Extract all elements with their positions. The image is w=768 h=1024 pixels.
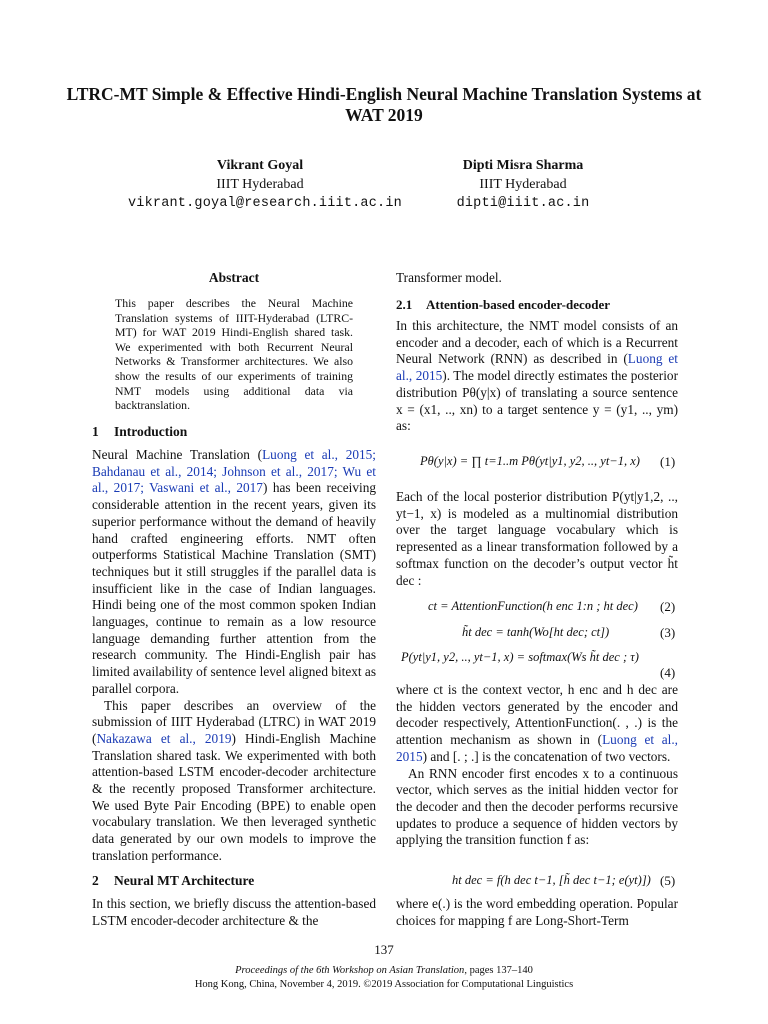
text-run: Neural Machine Translation ( xyxy=(92,447,263,462)
proceedings-pages: , pages 137–140 xyxy=(464,965,533,976)
section-title: Introduction xyxy=(114,424,188,439)
intro-paragraph-2 xyxy=(92,698,376,865)
abstract-heading: Abstract xyxy=(208,270,260,285)
equation-2: ct = AttentionFunction(h enc 1:n ; ht dec) xyxy=(428,599,638,613)
text-run: This paper describes an overview of the submission of IIIT Hyderabad (LTRC) in WAT 2019 ( xyxy=(92,697,376,746)
proceedings-name: Proceedings of the 6th Workshop on Asian Translation xyxy=(235,965,465,976)
author-affiliation: IIIT Hyderabad xyxy=(479,177,567,192)
section-number: 1 xyxy=(92,424,99,439)
footer-venue: Hong Kong, China, November 4, 2019. ©2019 Association for Computational Linguistics xyxy=(194,979,574,990)
intro-body xyxy=(92,447,376,865)
equation-number: (3) xyxy=(660,625,676,640)
text-run: where ct is the context vector, h enc and h dec are the hidden vectors generated by the encoder and decoder respectively, AttentionFunction(. , .) is the attention mechanism as shown in ( xyxy=(396,682,678,748)
attn-paragraph-3 xyxy=(396,682,678,849)
section-number: 2.1 xyxy=(396,297,413,312)
text-run: ) and [. ; .] is the concatenation of two vectors. xyxy=(422,748,671,764)
nmt-paragraph: In this section, we briefly discuss the attention-based LSTM encoder-decoder architecture & the xyxy=(92,896,376,928)
section-number: 2 xyxy=(92,873,99,888)
author-affiliation: IIIT Hyderabad xyxy=(216,177,304,192)
author-block-1 xyxy=(128,156,402,213)
author-email: dipti@iiit.ac.in xyxy=(456,196,590,211)
citation-link[interactable]: Nakazawa et al., 2019 xyxy=(96,730,232,746)
page-number: 137 xyxy=(374,942,394,957)
section-heading-nmt xyxy=(92,873,254,889)
author-email: vikrant.goyal@research.iiit.ac.in xyxy=(128,196,402,211)
author-name: Vikrant Goyal xyxy=(216,158,304,173)
equation-number: (4) xyxy=(660,665,676,680)
equation-4: P(yt|y1, y2, .., yt−1, x) = softmax(Ws h̃t dec ; τ) xyxy=(401,650,639,664)
text-run: ) Hindi-English Machine Translation shared task. We experimented with both attention-based LSTM encoder-decoder architecture & the recently proposed Transformer architecture. We used Byte Pair Encoding (BPE) to enable open vocabulary translation. We then leveraged synthetic data generated by our own models to improve the translation performance. xyxy=(92,730,376,863)
equation-3: h̃t dec = tanh(Wo[ht dec; ct]) xyxy=(462,625,610,639)
author-name: Dipti Misra Sharma xyxy=(462,158,584,173)
paper-title: LTRC-MT Simple & Effective Hindi-English Neural Machine Translation Systems at WAT 2019 xyxy=(66,84,702,125)
section-heading-intro xyxy=(92,424,187,440)
text-run: ). The model directly estimates the posterior distribution Pθ(y|x) of translating a source sentence x = (x1, .., xn) to a target sentence y = (y1, .., ym) as: xyxy=(396,368,679,434)
section-title: Attention-based encoder-decoder xyxy=(426,297,611,312)
equation-number: (5) xyxy=(660,873,676,888)
attn-paragraph-4: An RNN encoder first encodes x to a continuous vector, which serves as the initial hidden vector for the decoder and then the decoder performs recursive updates to produce a sequence of hidden vectors by applying the transition function f as: xyxy=(396,765,678,848)
text-run: ) has been receiving considerable attention in the recent years, given its superior performance without the demand of heavily hand crafted engineering efforts. NMT often outperforms Statistical Machine Translation (SMT) techniques but it still struggles if the parallel data is insufficient like in the case of Indian languages. Hindi being one of the most common spoken Indian languages, continue to remain as a low resource language demanding further attention from the research community. The Hindi-English pair has limited availability of sentence level aligned bitext as parallel corpora. xyxy=(92,480,376,696)
attn-paragraph-2: Each of the local posterior distribution P(yt|y1,2, .., yt−1, x) is modeled as a multinomial distribution over the target language vocabulary which is represented as a linear transformation followed by a softmax function on the decoder’s output vector h̃t dec : xyxy=(396,489,678,588)
equation-5: ht dec = f(h dec t−1, [h̃ dec t−1; e(yt)]) xyxy=(452,873,651,887)
footer xyxy=(0,964,768,992)
citation-link[interactable]: Luong et al., 2015 xyxy=(396,351,679,384)
attn-paragraph-5: where e(.) is the word embedding operation. Popular choices for mapping f are Long-Short-Term xyxy=(396,896,678,928)
equation-number: (1) xyxy=(660,454,676,469)
equation-number: (2) xyxy=(660,599,676,614)
subsection-heading-attn xyxy=(396,297,610,313)
equation-1: Pθ(y|x) = ∏ t=1..m Pθ(yt|y1, y2, .., yt−1, x) xyxy=(420,454,640,468)
attn-paragraph-1 xyxy=(396,318,678,435)
citation-link[interactable]: Luong et al., 2015 xyxy=(396,732,678,764)
intro-paragraph-1 xyxy=(92,447,376,698)
section-title: Neural MT Architecture xyxy=(114,873,255,888)
continued-text: Transformer model. xyxy=(396,270,502,285)
author-block-2 xyxy=(408,156,638,213)
abstract-text: This paper describes the Neural Machine Translation systems of IIIT-Hyderabad (LTRC-MT) for WAT 2019 Hindi-English shared task. We experimented with both Recurrent Neural Networks & Transformer architectures. We also show the results of our experiments of training NMT models using additional data via backtranslation. xyxy=(115,296,353,413)
citation-link[interactable]: Luong et al., 2015; Bahdanau et al., 2014; Johnson et al., 2017; Wu et al., 2017; Vaswani et al., 2017 xyxy=(92,447,376,496)
text-run: In this architecture, the NMT model consists of an encoder and a decoder, each of which is a Recurrent Neural Network (RNN) as described in ( xyxy=(396,318,678,367)
